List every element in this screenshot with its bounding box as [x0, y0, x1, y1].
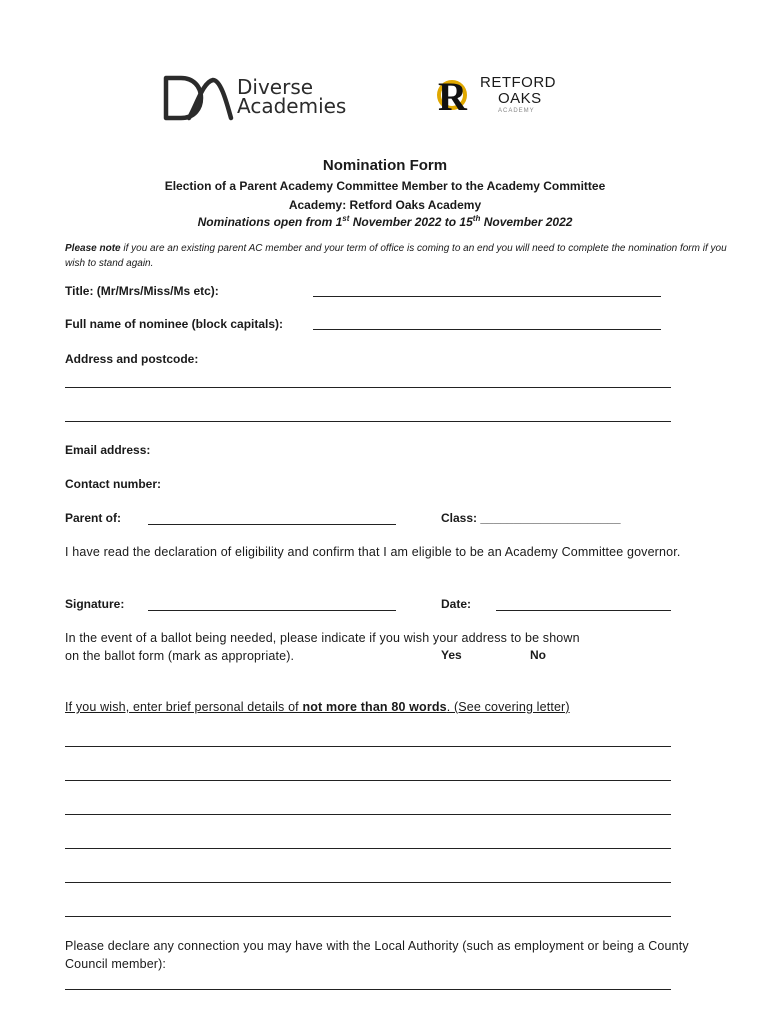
- title-label: Title: (Mr/Mrs/Miss/Ms etc):: [65, 284, 219, 298]
- date-label: Date:: [441, 597, 472, 611]
- logo-word-diverse: Diverse: [237, 75, 314, 99]
- address-label: Address and postcode:: [65, 352, 199, 366]
- local-authority-declaration: Please declare any connection you may have with the Local Authority (such as employment or being a County Council member):: [65, 939, 689, 971]
- da-mark-icon: [163, 74, 235, 122]
- academy-name: Academy: Retford Oaks Academy: [288, 198, 482, 212]
- svg-text:R: R: [438, 74, 467, 116]
- class-field[interactable]: Class: _____________________: [441, 511, 621, 525]
- ballot-yes-option[interactable]: Yes: [441, 648, 462, 662]
- retford-oaks-logo: [436, 72, 556, 121]
- address-line-2[interactable]: [65, 421, 671, 422]
- logo-word-retford: RETFORD: [480, 74, 556, 91]
- email-label: Email address:: [65, 443, 151, 457]
- signature-label: Signature:: [65, 597, 125, 611]
- personal-details-line-3[interactable]: [65, 814, 671, 815]
- logo-word-oaks: OAKS: [498, 90, 542, 107]
- logo-word-academy: ACADEMY: [498, 108, 535, 114]
- form-title: Nomination Form: [322, 157, 448, 174]
- ballot-no-option[interactable]: No: [530, 648, 546, 662]
- ballot-instruction: In the event of a ballot being needed, please indicate if you wish your address to be shown on the ballot form (mark as appropriate).: [65, 631, 580, 663]
- personal-details-line-5[interactable]: [65, 882, 671, 883]
- parent-of-label: Parent of:: [65, 511, 122, 525]
- personal-details-line-4[interactable]: [65, 848, 671, 849]
- diverse-academies-logo: [163, 74, 347, 127]
- nominations-period: Nominations open from 1st November 2022 to 15th November 2022: [197, 214, 573, 229]
- personal-details-heading: If you wish, enter brief personal details of not more than 80 words. (See covering letter): [65, 700, 570, 714]
- signature-input-line[interactable]: [148, 610, 396, 611]
- personal-details-line-1[interactable]: [65, 746, 671, 747]
- date-input-line[interactable]: [496, 610, 671, 611]
- title-input-line[interactable]: [313, 296, 661, 297]
- election-subtitle: Election of a Parent Academy Committee Member to the Academy Committee: [164, 179, 606, 193]
- please-note: Please note if you are an existing parent AC member and your term of office is coming to an end you will need to complete the nomination form if you wish to stand again.: [65, 243, 727, 269]
- fullname-label: Full name of nominee (block capitals):: [65, 317, 284, 331]
- parent-of-input-line[interactable]: [148, 524, 396, 525]
- retford-oaks-crest-icon: [436, 72, 480, 116]
- local-authority-line-1[interactable]: [65, 989, 671, 990]
- address-line-1[interactable]: [65, 387, 671, 388]
- contact-label: Contact number:: [65, 477, 161, 491]
- logo-word-academies: Academies: [237, 94, 347, 118]
- eligibility-declaration: I have read the declaration of eligibility and confirm that I am eligible to be an Academy Committee governor.: [65, 545, 681, 559]
- personal-details-line-2[interactable]: [65, 780, 671, 781]
- personal-details-line-6[interactable]: [65, 916, 671, 917]
- fullname-input-line[interactable]: [313, 329, 661, 330]
